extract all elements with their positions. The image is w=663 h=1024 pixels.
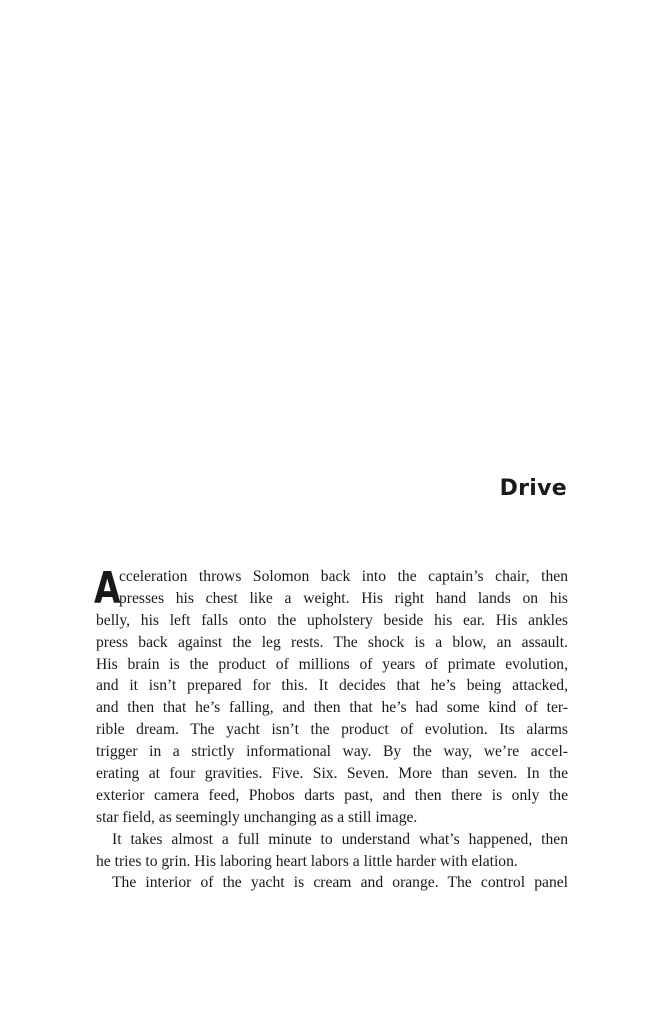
text-line: he tries to grin. His laboring heart labors a little harder with elation. [96,852,518,870]
text-line: It takes almost a full minute to understand what’s happened, then [112,830,568,848]
text-line: cceleration throws Solomon back into the captain’s chair, then [119,568,568,585]
text-line: and it isn’t prepared for this. It decides that he’s being attacked, [96,677,568,695]
text-line: star field, as seemingly unchanging as a still image. [96,808,418,826]
text-line: presses his chest like a weight. His right hand lands on his [119,589,568,607]
chapter-title: Drive [499,476,567,501]
text-line: rible dream. The yacht isn’t the product of evolution. Its alarms [96,721,568,739]
text-line: and then that he’s falling, and then that he’s had some kind of ter- [96,699,568,717]
text-line: erating at four gravities. Five. Six. Seven. More than seven. In the [96,765,568,783]
text-line: press back against the leg rests. The shock is a blow, an assault. [96,633,568,651]
text-line: belly, his left falls onto the upholstery beside his ear. His ankles [96,611,568,629]
text-line: exterior camera feed, Phobos darts past, and then there is only the [96,786,568,804]
chapter-body [94,563,568,894]
text-line: The interior of the yacht is cream and orange. The control panel [112,874,568,892]
text-line: His brain is the product of millions of years of primate evolution, [96,655,568,673]
drop-cap: A [94,563,121,614]
text-line: trigger in a strictly informational way. By the way, we’re accel- [96,743,568,761]
